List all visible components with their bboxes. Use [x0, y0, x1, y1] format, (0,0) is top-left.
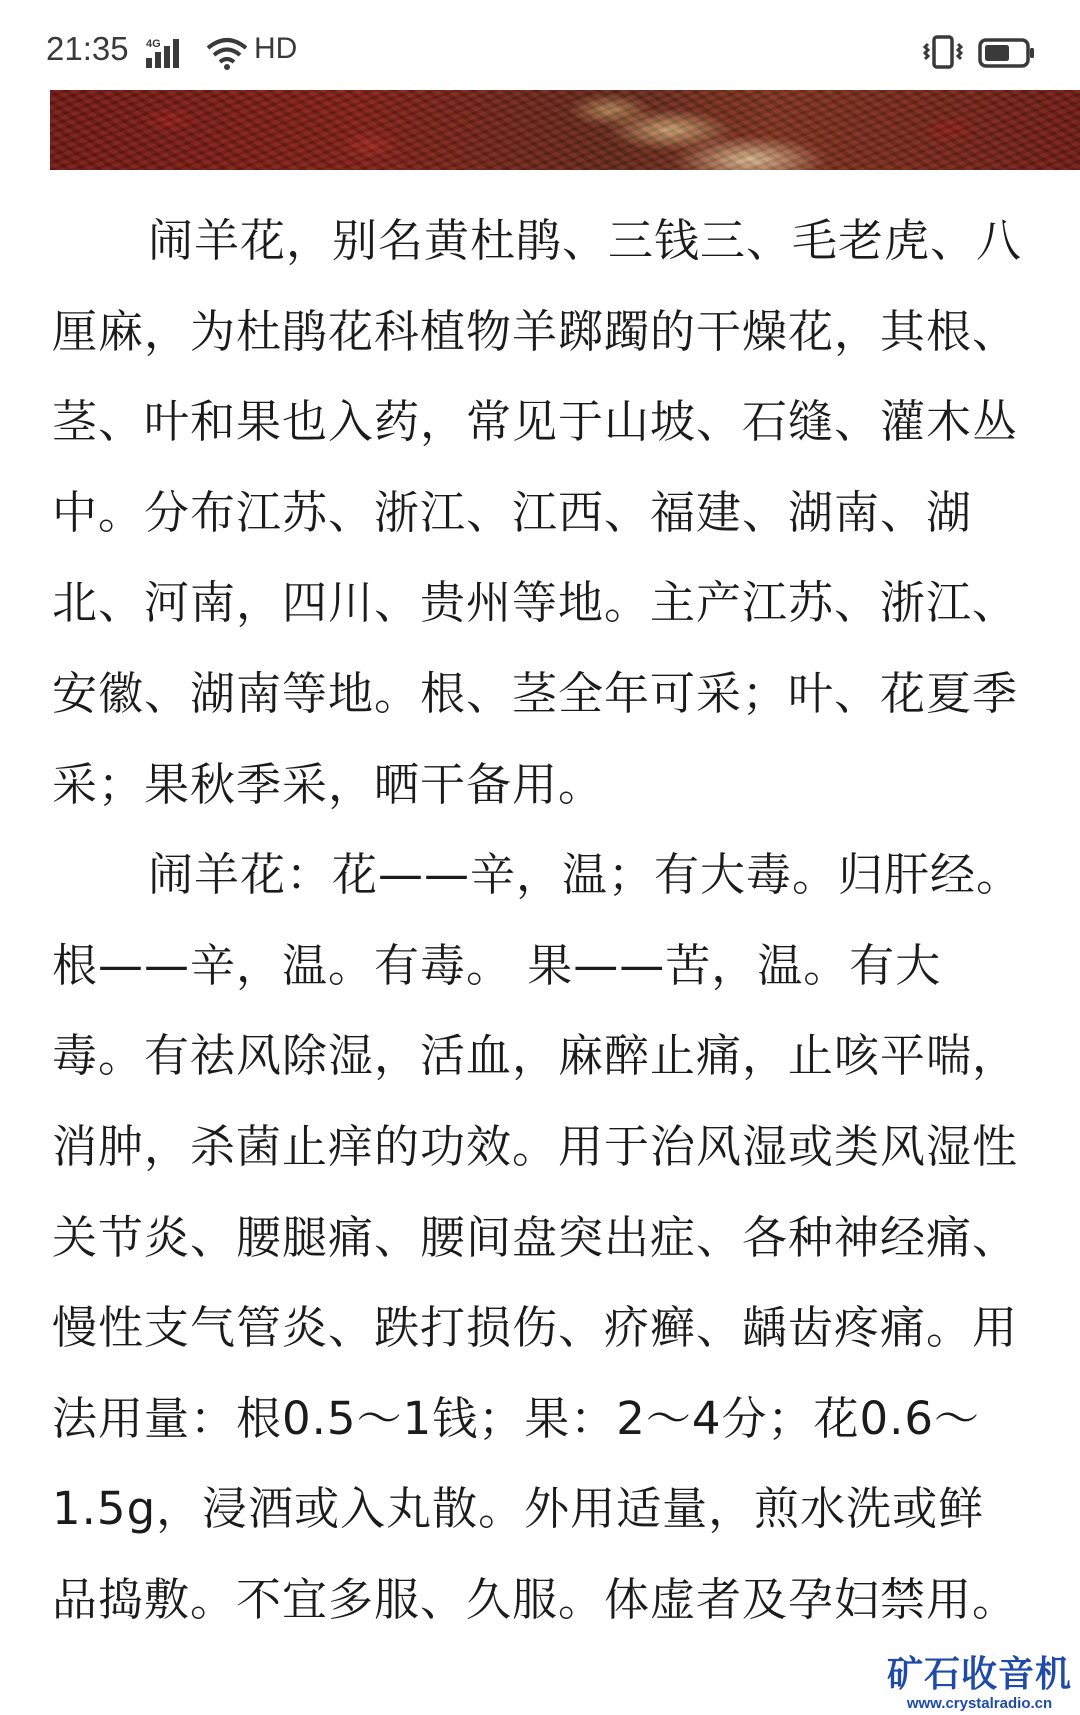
watermark-title: 矿石收音机: [886, 1654, 1072, 1695]
vibrate-icon: [922, 34, 964, 70]
article-body: [52, 196, 1022, 1646]
banner-image: [50, 90, 1080, 170]
watermark-url: www.crystalradio.cn: [906, 1695, 1053, 1712]
banner-texture: [50, 90, 1080, 170]
article-paragraph: 闹羊花，别名黄杜鹃、三钱三、毛老虎、八厘麻，为杜鹃花科植物羊踯躅的干燥花，其根、茎、叶和果也入药，常见于山坡、石缝、灌木丛中。分布江苏、浙江、江西、福建、湖南、湖北、河南，四川、贵州等地。主产江苏、浙江、安徽、湖南等地。根、茎全年可采；叶、花夏季采；果秋季采，晒干备用。: [52, 214, 1023, 811]
status-time: 21:35: [46, 30, 129, 67]
watermark-logo: [887, 1655, 1072, 1713]
battery-icon: [978, 38, 1036, 68]
wifi-icon: [206, 36, 248, 70]
article-paragraph: 闹羊花：花——辛，温；有大毒。归肝经。 根——辛，温。有毒。 果——苦，温。有大毒。有祛风除湿，活血，麻醉止痛，止咳平喘，消肿，杀菌止痒的功效。用于治风湿或类风湿性关节炎、腰腿痛、腰间盘突出症、各种神经痛、慢性支气管炎、跌打损伤、疥癣、龋齿疼痛。用法用量：根0.5～1钱；果：2～4分；花0.6～1.5g，浸酒或入丸散。外用适量，煎水洗或鲜品捣敷。不宜多服、久服。体虚者及孕妇禁用。: [52, 848, 1023, 1626]
status-bar: [0, 0, 1080, 92]
hd-label: HD: [254, 32, 298, 65]
signal-icon: [146, 36, 192, 70]
network-type-label: 4G: [146, 38, 161, 50]
